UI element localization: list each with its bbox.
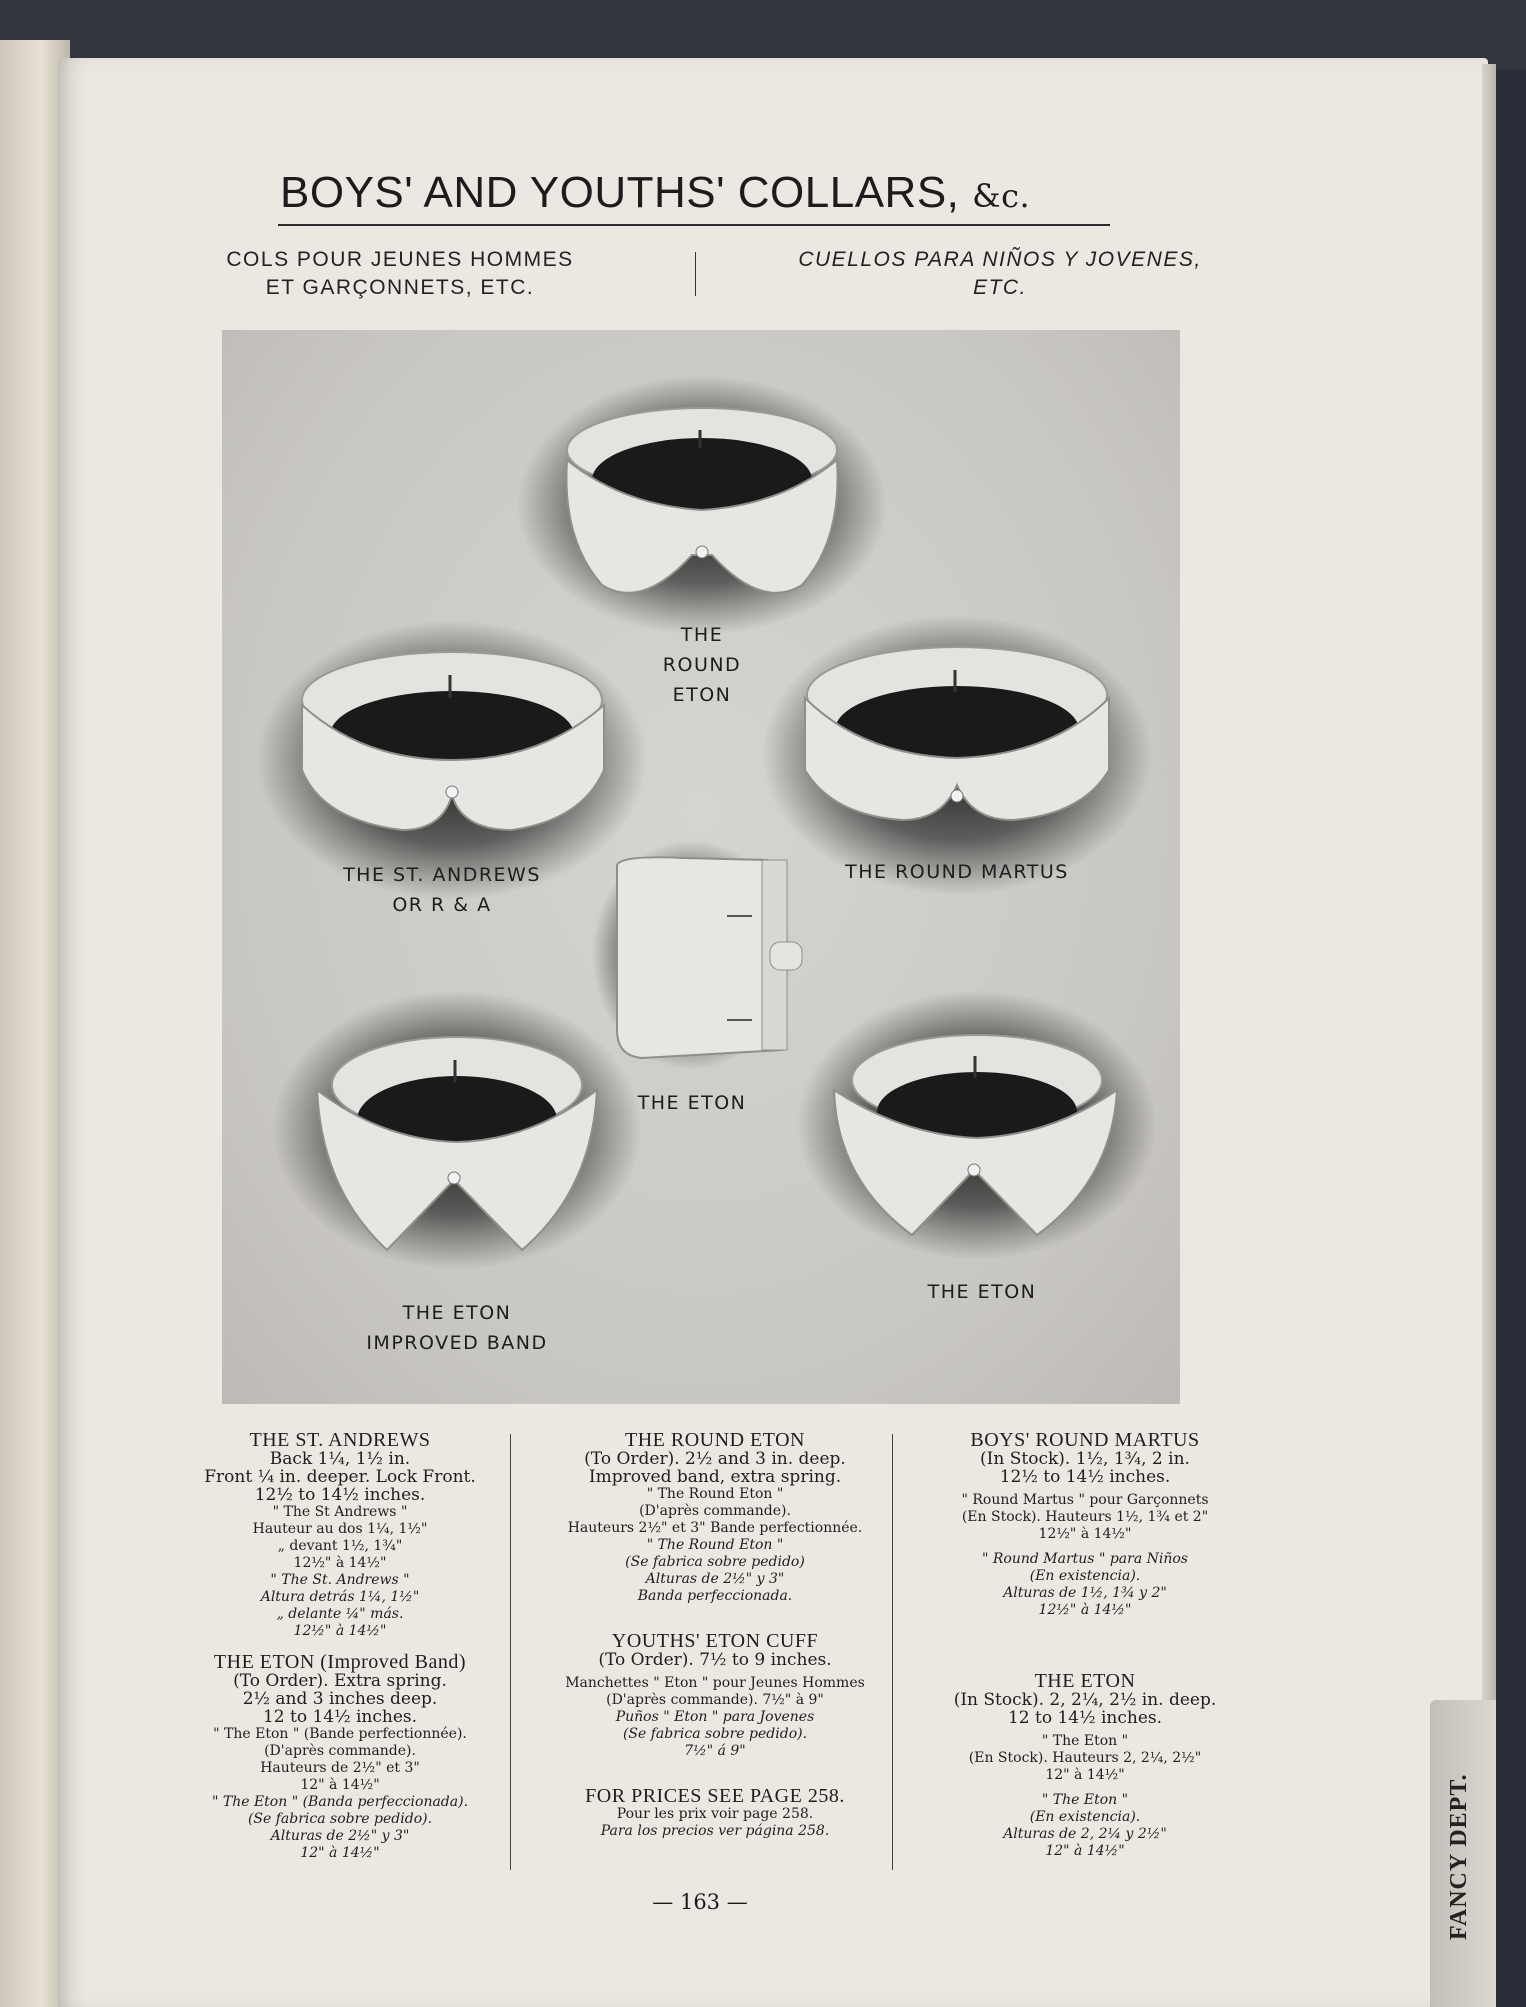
spec-line-es: Alturas de 2½" y 3" [270,1828,410,1844]
subtitle-spanish-line: CUELLOS PARA NIÑOS Y JOVENES, [798,248,1202,271]
spec-line-es: „ delante ¼" más. [276,1606,404,1622]
fancy-dept-tab-label: FANCY DEPT. [1446,1773,1472,1940]
spec-line-fr: 12" à 14½" [1045,1767,1125,1783]
spec-line: 12½ to 14½ inches. [999,1467,1171,1487]
spec-line: Improved band, extra spring. [588,1467,842,1487]
page-number: — 163 — [652,1890,748,1914]
spec-line-es: (Se fabrica sobre pedido). [622,1726,808,1742]
spec-line-es: Alturas de 2½" y 3" [645,1571,785,1587]
spec-line-es: " The St. Andrews " [270,1572,410,1588]
label-line: THE [680,624,724,646]
spec-line: (In Stock). 1½, 1¾, 2 in. [980,1449,1190,1469]
spec-line-es: " The Eton " [1041,1792,1129,1808]
spec-line-es: 12½" à 14½" [293,1623,387,1639]
heading-round-martus: BOYS' ROUND MARTUS [970,1429,1200,1451]
subtitle-french-line: COLS POUR JEUNES HOMMES [226,248,574,271]
page-title-suffix: &c. [972,177,1031,215]
page-title [280,168,1030,218]
label-line: THE ST. ANDREWS [343,864,541,886]
spec-line-es: (En existencia). [1029,1568,1141,1584]
spec-line-es: Alturas de 1½, 1¾ y 2" [1003,1585,1167,1601]
spec-line-es: Altura detrás 1¼, 1½" [260,1589,420,1605]
st-andrews-collar [257,620,647,900]
column-martus-eton [905,1430,1265,1860]
spec-line-fr: " The Eton " (Bande perfectionnée). [213,1726,467,1742]
spec-line: 2½ and 3 inches deep. [242,1689,438,1709]
spec-line-es: 12" à 14½" [1045,1843,1125,1859]
spec-line: 12 to 14½ inches. [1007,1708,1163,1728]
heading-st-andrews: THE ST. ANDREWS [249,1429,431,1451]
spec-line-es: Alturas de 2, 2¼ y 2½" [1003,1826,1167,1842]
spec-line-es: 12" à 14½" [300,1845,380,1861]
spec-line-fr: Manchettes " Eton " pour Jeunes Hommes [565,1675,865,1691]
label-eton-cuff: THE ETON [637,1092,747,1114]
spec-line-es: " The Eton " (Banda perfeccionada). [211,1794,469,1810]
subtitle-spanish [740,246,1260,302]
spec-line-fr: (D'après commande). 7½" à 9" [606,1692,824,1708]
spec-line: (In Stock). 2, 2¼, 2½ in. deep. [953,1690,1217,1710]
column-divider [892,1434,893,1870]
heading-prices: FOR PRICES SEE PAGE 258. [585,1785,845,1807]
spec-line-fr: " The St Andrews " [272,1504,408,1520]
label-line: ROUND [662,654,742,676]
spec-line: (To Order). Extra spring. [233,1671,447,1691]
page-title-text: BOYS' AND YOUTHS' COLLARS, [280,168,960,217]
subtitle-divider [695,252,696,296]
spec-line: Back 1¼, 1½ in. [269,1449,411,1469]
heading-eton: THE ETON [1034,1670,1136,1692]
spec-line-fr: „ devant 1½, 1¾" [277,1538,403,1554]
column-st-andrews-eton [160,1430,520,1862]
label-line: ETON [672,684,732,706]
spec-line-fr: Hauteurs de 2½" et 3" [260,1760,420,1776]
subtitle-french [180,246,620,302]
eton-collar [797,990,1157,1260]
spec-line: 12 to 14½ inches. [262,1707,418,1727]
column-round-eton-cuff [530,1430,900,1840]
label-eton: THE ETON [927,1281,1037,1303]
prices-note-es: Para los precios ver página 258. [600,1823,830,1839]
round-eton-collar [517,375,887,635]
title-underline [278,224,1110,226]
heading-round-eton: THE ROUND ETON [625,1429,805,1451]
spec-line-fr: " The Eton " [1041,1733,1129,1749]
spec-line-fr: (En Stock). Hauteurs 1½, 1¾ et 2" [961,1509,1209,1525]
spec-line-es: 12½" à 14½" [1038,1602,1132,1618]
spec-line-fr: Hauteurs 2½" et 3" Bande perfectionnée. [567,1520,863,1536]
label-line: OR R & A [392,894,492,916]
label-round-eton [612,620,792,710]
spec-line: 12½ to 14½ inches. [254,1485,426,1505]
heading-eton-improved: THE ETON (Improved Band) [213,1651,467,1673]
round-martus-collar [762,615,1152,895]
spec-line-fr: " The Round Eton " [646,1486,784,1502]
spec-line-fr: Hauteur au dos 1¼, 1½" [252,1521,428,1537]
spec-line-es: (En existencia). [1029,1809,1141,1825]
label-line: IMPROVED BAND [366,1332,548,1354]
subtitle-french-line: ET GARÇONNETS, ETC. [265,276,535,299]
heading-eton-cuff: YOUTHS' ETON CUFF [611,1630,819,1652]
spec-line-es: (Se fabrica sobre pedido) [625,1554,805,1570]
spec-line-es: " Round Martus " para Niños [981,1551,1188,1567]
eton-cuff [592,840,802,1070]
spec-line-es: " The Round Eton " [646,1537,784,1553]
eton-improved-band-collar [272,990,642,1270]
spec-line: Front ¼ in. deeper. Lock Front. [204,1467,476,1487]
collar-photo-plate [222,330,1180,1404]
subtitle-spanish-line: ETC. [973,276,1027,299]
spec-line-fr: (En Stock). Hauteurs 2, 2¼, 2½" [968,1750,1202,1766]
spec-line-es: Banda perfeccionada. [637,1588,793,1604]
spec-line-es: (Se fabrica sobre pedido). [247,1811,433,1827]
spec-line-fr: 12½" à 14½" [1038,1526,1132,1542]
label-eton-improved [322,1298,592,1358]
spec-line-fr: 12" à 14½" [300,1777,380,1793]
spec-line: (To Order). 2½ and 3 in. deep. [584,1449,846,1469]
spec-line-es: Puños " Eton " para Jovenes [615,1709,815,1725]
spec-line-fr: 12½" à 14½" [293,1555,387,1571]
label-line: THE ETON [402,1302,512,1324]
column-divider [510,1434,511,1870]
spec-line: (To Order). 7½ to 9 inches. [598,1650,832,1670]
spec-line-es: 7½" á 9" [684,1743,746,1759]
spec-line-fr: " Round Martus " pour Garçonnets [961,1492,1209,1508]
label-round-martus: THE ROUND MARTUS [845,861,1069,883]
spec-line-fr: (D'après commande). [639,1503,791,1519]
spec-line-fr: (D'après commande). [264,1743,416,1759]
prices-note-fr: Pour les prix voir page 258. [616,1806,814,1822]
label-st-andrews [312,860,572,920]
